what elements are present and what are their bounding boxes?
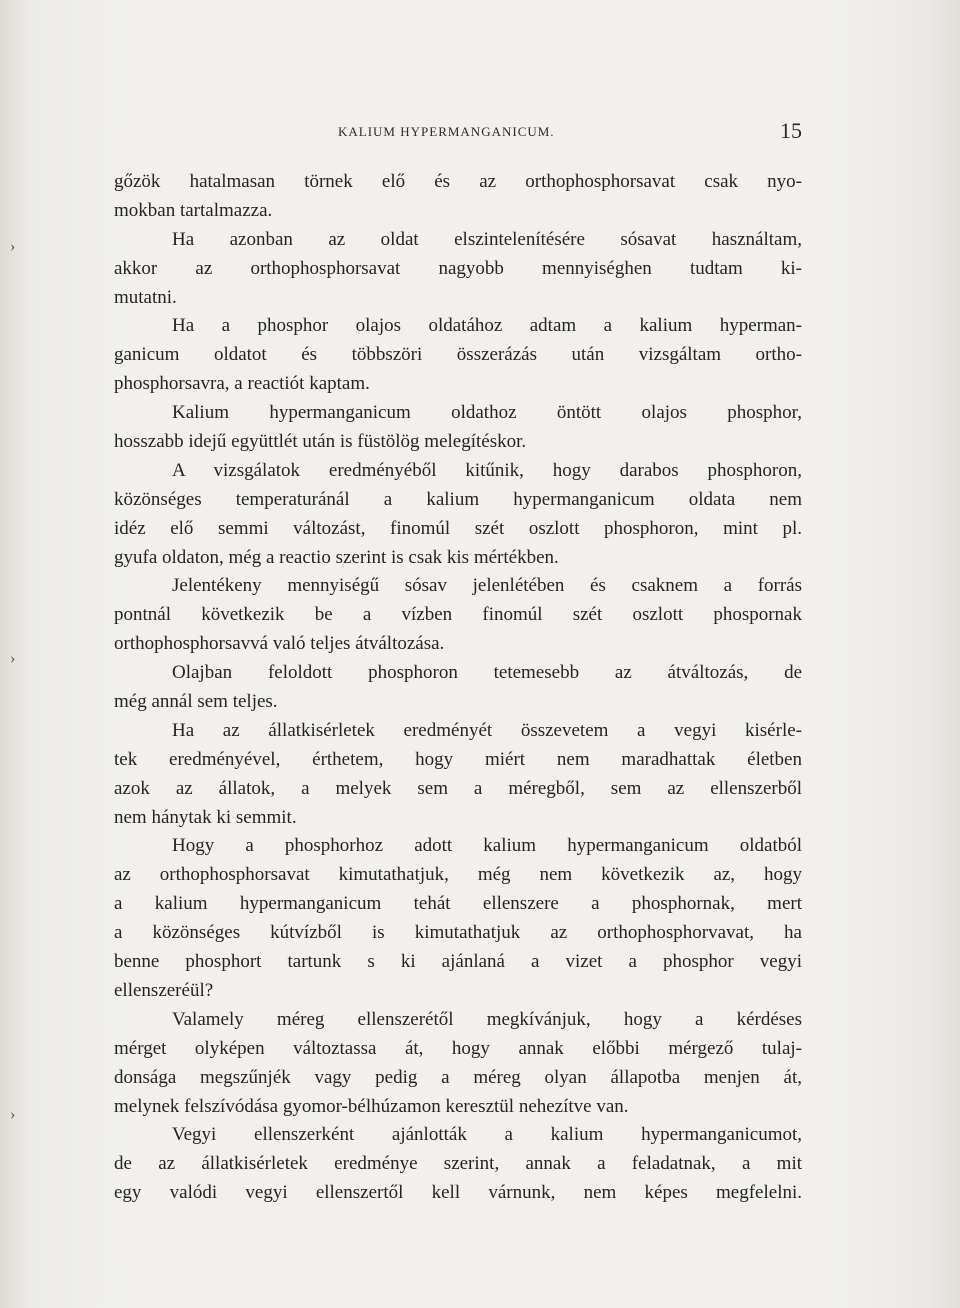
running-title: KALIUM HYPERMANGANICUM. xyxy=(338,124,555,139)
margin-mark: › xyxy=(10,1106,16,1123)
text-line: benne phosphort tartunk s ki ajánlaná a vizet a phosphor vegyi xyxy=(114,951,802,973)
text-line: Ha azonban az oldat elszintelenítésére sósavat használtam, xyxy=(172,228,802,250)
text-line: donsága megszűnjék vagy pedig a méreg olyan állapotba menjen át, xyxy=(114,1066,802,1088)
text-line: Kalium hypermanganicum oldathoz öntött olajos phosphor, xyxy=(172,402,802,424)
running-header xyxy=(0,118,960,148)
text-line: orthophosphorsavvá való teljes átváltozása. xyxy=(114,633,445,655)
text-line: akkor az orthophosphorsavat nagyobb mennyiséghen tudtam ki- xyxy=(114,257,802,279)
text-line: melynek felszívódása gyomor-bélhúzamon keresztül nehezítve van. xyxy=(114,1095,629,1117)
text-line: egy valódi vegyi ellenszertől kell várnunk, nem képes megfelelni. xyxy=(114,1182,802,1204)
text-line: azok az állatok, a melyek sem a méregből, sem az ellenszerből xyxy=(114,777,802,799)
text-line: pontnál következik be a vízben finomúl szét oszlott phospornak xyxy=(114,604,802,626)
text-line: Jelentékeny mennyiségű sósav jelenlétében és csaknem a forrás xyxy=(172,575,802,597)
text-line: közönséges temperaturánál a kalium hypermanganicum oldata nem xyxy=(114,488,802,510)
text-line: Ha az állatkisérletek eredményét összevetem a vegyi kisérle- xyxy=(172,719,802,741)
text-line: mérget olyképen változtassa át, hogy annak előbbi mérgező tulaj- xyxy=(114,1037,802,1059)
margin-mark: › xyxy=(10,238,16,255)
text-line: Olajban feloldott phosphoron tetemesebb az átváltozás, de xyxy=(172,662,802,684)
text-line: hosszabb idejű együttlét után is füstölög melegítéskor. xyxy=(114,431,527,453)
text-line: Vegyi ellenszerként ajánlották a kalium hypermanganicumot, xyxy=(172,1124,802,1146)
text-line: A vizsgálatok eredményéből kitűnik, hogy darabos phosphoron, xyxy=(172,459,802,481)
text-line: gyufa oldaton, még a reactio szerint is csak kis mértékben. xyxy=(114,546,559,568)
text-line: idéz elő semmi változást, finomúl szét oszlott phosphoron, mint pl. xyxy=(114,517,802,539)
text-line: az orthophosphorsavat kimutathatjuk, még nem következik az, hogy xyxy=(114,864,802,886)
margin-mark: › xyxy=(10,650,16,667)
text-line: a kalium hypermanganicum tehát ellenszere a phosphornak, mert xyxy=(114,893,802,915)
text-line: tek eredményével, érthetem, hogy miért nem maradhattak életben xyxy=(114,748,802,770)
body-text xyxy=(114,168,802,1208)
text-line: Valamely méreg ellenszerétől megkívánjuk, hogy a kérdéses xyxy=(172,1008,802,1030)
page-number: 15 xyxy=(780,118,802,143)
text-line: mokban tartalmazza. xyxy=(114,199,273,221)
text-line: még annál sem teljes. xyxy=(114,691,278,713)
text-line: ganicum oldatot és többszöri összerázás után vizsgáltam ortho- xyxy=(114,344,802,366)
text-line: nem hánytak ki semmit. xyxy=(114,806,297,828)
text-line: mutatni. xyxy=(114,286,177,308)
text-line: de az állatkisérletek eredménye szerint, annak a feladatnak, a mit xyxy=(114,1153,802,1175)
text-line: a közönséges kútvízből is kimutathatjuk az orthophosphorvavat, ha xyxy=(114,922,802,944)
text-line: gőzök hatalmasan törnek elő és az orthophosphorsavat csak nyo- xyxy=(114,171,802,192)
text-line: Hogy a phosphorhoz adott kalium hypermanganicum oldatból xyxy=(172,835,802,857)
text-line: ellenszeréül? xyxy=(114,979,214,1001)
text-line: phosphorsavra, a reactiót kaptam. xyxy=(114,373,370,395)
text-line: Ha a phosphor olajos oldatához adtam a kalium hyperman- xyxy=(172,315,802,337)
